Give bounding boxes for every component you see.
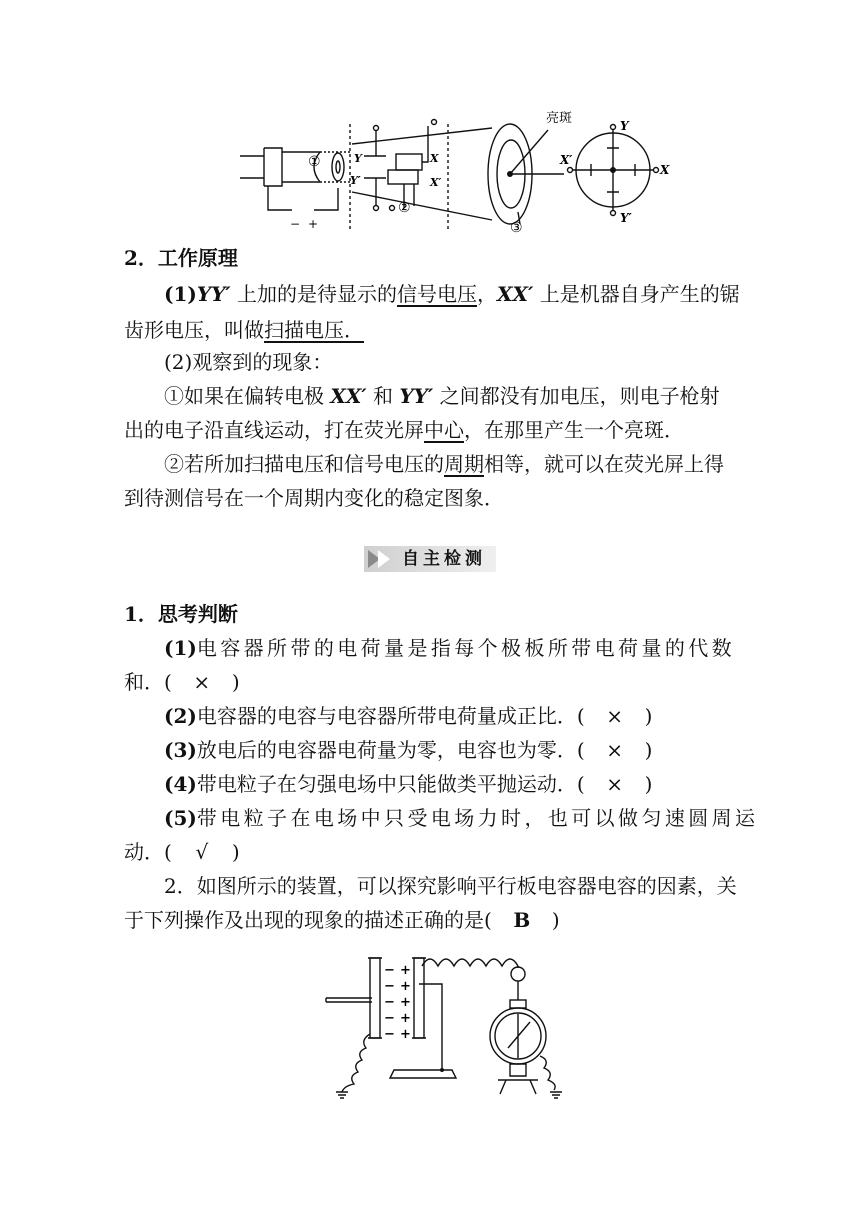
svg-text:X: X — [430, 152, 439, 165]
paragraph-1-line-2: 齿形电压，叫做扫描电压． — [124, 318, 364, 342]
svg-text:+: + — [400, 979, 411, 994]
paragraph-2: (2)观察到的现象： — [164, 350, 333, 374]
svg-text:Y: Y — [620, 119, 629, 133]
svg-text:+: + — [400, 1011, 411, 1026]
svg-text:+: + — [308, 217, 319, 231]
svg-text:亮斑: 亮斑 — [546, 111, 573, 126]
svg-text:X′: X′ — [560, 153, 573, 167]
section-heading-judgement: 1．思考判断 — [124, 602, 238, 626]
section-heading-working-principle: 2．工作原理 — [124, 246, 238, 270]
question-6-line-2: 于下列操作及出现的现象的描述正确的是( B ) — [124, 908, 560, 932]
paragraph-3-line-1: ①如果在偏转电极 XX′ 和 YY′ 之间都没有加电压，则电子枪射 — [164, 384, 720, 408]
paragraph-4-line-1: ②若所加扫描电压和信号电压的周期相等，就可以在荧光屏上得 — [164, 452, 724, 476]
svg-text:−: − — [384, 979, 395, 994]
question-4: (4)带电粒子在匀强电场中只能做类平抛运动．( × ) — [164, 772, 653, 796]
svg-text:+: + — [400, 1027, 411, 1042]
question-1-line-1: (1)电容器所带的电荷量是指每个极板所带电荷量的代数 — [164, 636, 736, 660]
svg-text:−: − — [290, 217, 301, 231]
svg-text:−: − — [384, 963, 395, 978]
svg-text:Y′: Y′ — [350, 174, 361, 187]
question-1-line-2: 和．( × ) — [124, 670, 240, 694]
paragraph-3-line-2: 出的电子沿直线运动，打在荧光屏中心，在那里产生一个亮斑． — [124, 418, 684, 442]
svg-text:Y′: Y′ — [620, 211, 632, 225]
svg-text:X′: X′ — [430, 176, 442, 189]
question-3: (3)放电后的电容器电荷量为零，电容也为零．( × ) — [164, 738, 653, 762]
svg-text:③: ③ — [510, 220, 523, 234]
self-check-banner — [364, 546, 496, 572]
svg-text:①: ① — [308, 154, 321, 170]
svg-text:X: X — [660, 163, 670, 177]
question-5-line-1: (5)带电粒子在电场中只受电场力时，也可以做匀速圆周运 — [164, 806, 759, 830]
svg-text:+: + — [400, 995, 411, 1010]
svg-text:−: − — [384, 1027, 395, 1042]
paragraph-1-line-1: (1)YY′ 上加的是待显示的信号电压，XX′ 上是机器自身产生的锯 — [164, 282, 740, 306]
capacitor-electroscope-diagram — [322, 944, 582, 1100]
svg-text:②: ② — [398, 200, 411, 216]
svg-text:+: + — [400, 963, 411, 978]
question-6-line-1: 2．如图所示的装置，可以探究影响平行板电容器电容的因素，关 — [164, 874, 737, 898]
svg-text:−: − — [384, 995, 395, 1010]
svg-text:Y: Y — [354, 152, 362, 165]
paragraph-4-line-2: 到待测信号在一个周期内变化的稳定图象． — [124, 486, 504, 510]
oscilloscope-diagram — [228, 108, 688, 234]
question-2: (2)电容器的电容与电容器所带电荷量成正比．( × ) — [164, 704, 653, 728]
question-5-line-2: 动．( √ ) — [124, 840, 240, 864]
svg-text:−: − — [384, 1011, 395, 1026]
banner-title: 自主检测 — [402, 549, 486, 569]
